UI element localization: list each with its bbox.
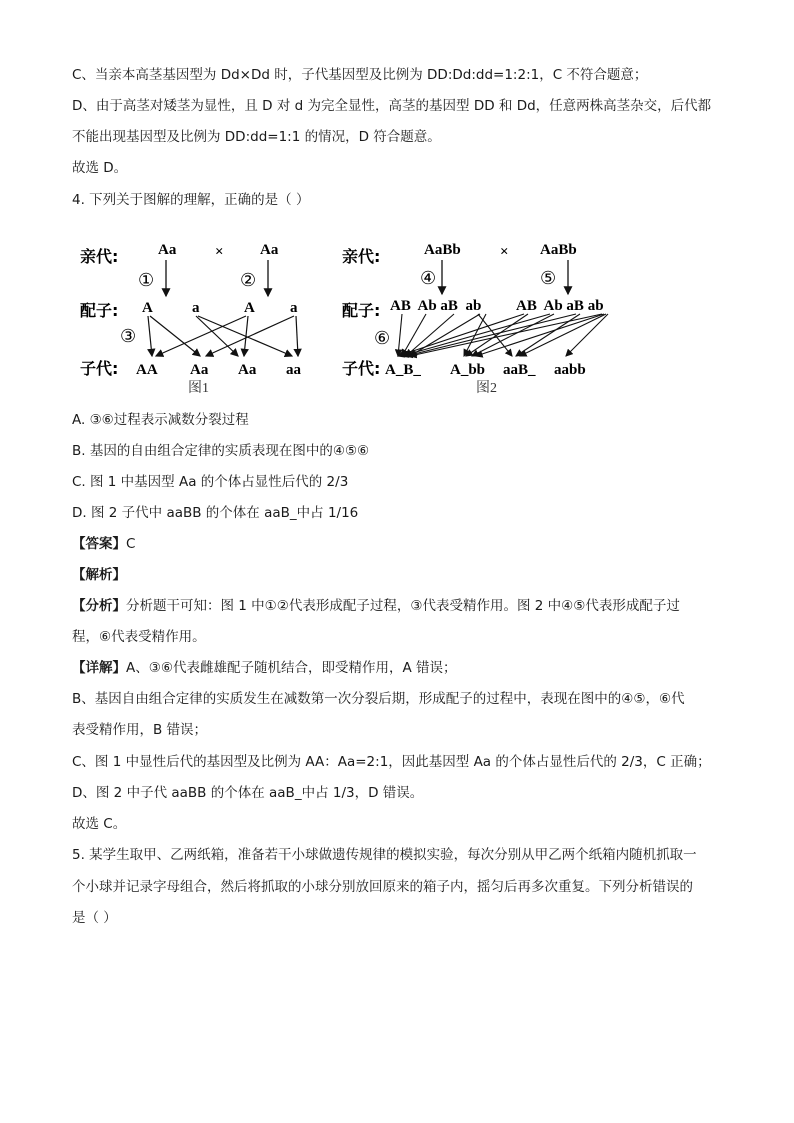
- text-line: D、由于高茎对矮茎为显性，且 D 对 d 为完全显性，高茎的基因型 DD 和 Dd，任意两株高茎杂交，后代都: [72, 98, 712, 114]
- option-d: D. 图 2 子代中 aaBB 的个体在 aaB_中占 1/16: [72, 505, 359, 521]
- step-2-label: ②: [240, 270, 257, 291]
- offspring-phenotype: A_B_: [385, 362, 421, 378]
- parent-genotype-left: AaBb: [424, 242, 461, 258]
- gametes-left: AB Ab aB ab: [390, 298, 482, 314]
- figure-2-caption: 图2: [476, 381, 497, 396]
- step-5-label: ⑤: [540, 268, 557, 289]
- question-5-line-1: 5. 某学生取甲、乙两纸箱，准备若干小球做遗传规律的模拟实验，每次分别从甲乙两个纸箱内随机抓取一: [72, 847, 697, 863]
- step-4-label: ④: [420, 268, 437, 289]
- gamete: a: [290, 300, 298, 316]
- parent-genotype-right: Aa: [260, 242, 279, 258]
- gametes-right: AB Ab aB ab: [516, 298, 604, 314]
- fertilization-arrows: [398, 314, 608, 356]
- question-4-stem: 4. 下列关于图解的理解，正确的是（ ）: [72, 192, 310, 208]
- xiangjie-line-6: 故选 C。: [72, 816, 127, 832]
- gamete-label: 配子:: [342, 301, 381, 320]
- xiangjie-line-3: 表受精作用，B 错误；: [72, 722, 208, 738]
- gamete: A: [142, 300, 153, 316]
- step-1-label: ①: [138, 270, 155, 291]
- answer-tag: 【答案】: [72, 536, 126, 552]
- answer-value: C: [126, 536, 136, 552]
- parent-label: 亲代:: [342, 247, 381, 266]
- text-line: 不能出现基因型及比例为 DD:dd=1:1 的情况，D 符合题意。: [72, 129, 441, 145]
- xiangjie-line-2: B、基因自由组合定律的实质发生在减数第一次分裂后期，形成配子的过程中，表现在图中的④⑤，⑥代: [72, 691, 685, 707]
- cross-symbol: ×: [500, 244, 509, 260]
- xiangjie-line-4: C、图 1 中显性后代的基因型及比例为 AA：Aa=2:1，因此基因型 Aa 的个体占显性后代的 2/3，C 正确；: [72, 754, 711, 770]
- gamete-label: 配子:: [80, 301, 119, 320]
- text-line: 故选 D。: [72, 160, 128, 176]
- genetics-figure: [80, 232, 640, 400]
- offspring-genotype: Aa: [238, 362, 257, 378]
- xiangjie-line: [72, 659, 456, 677]
- text-line: C、当亲本高茎基因型为 Dd×Dd 时，子代基因型及比例为 DD:Dd:dd=1:2:1，C 不符合题意；: [72, 67, 648, 83]
- offspring-genotype: Aa: [190, 362, 209, 378]
- fenxi-text: 分析题干可知：图 1 中①②代表形成配子过程，③代表受精作用。图 2 中④⑤代表形成配子过: [126, 598, 680, 614]
- option-a: A. ③⑥过程表示减数分裂过程: [72, 412, 249, 428]
- parent-label: 亲代:: [80, 247, 119, 266]
- parent-genotype-right: AaBb: [540, 242, 577, 258]
- offspring-genotype: aa: [286, 362, 301, 378]
- answer-line: [72, 535, 135, 553]
- offspring-label: 子代:: [342, 359, 381, 378]
- gamete: a: [192, 300, 200, 316]
- offspring-genotype: AA: [136, 362, 158, 378]
- figure-2: [342, 242, 608, 396]
- offspring-label: 子代:: [80, 359, 119, 378]
- xiangjie-tag: 【详解】: [72, 660, 126, 676]
- fenxi-line-2: 程，⑥代表受精作用。: [72, 629, 206, 645]
- offspring-phenotype: aaB_: [503, 362, 536, 378]
- gamete: A: [244, 300, 255, 316]
- question-5-line-2: 个小球并记录字母组合，然后将抓取的小球分别放回原来的箱子内，摇匀后再多次重复。下列分析错误的: [72, 879, 693, 895]
- xiangjie-text: A、③⑥代表雌雄配子随机结合，即受精作用，A 错误；: [126, 660, 457, 676]
- analysis-heading: 【解析】: [72, 567, 126, 583]
- figure-1: [80, 242, 302, 396]
- offspring-phenotype: A_bb: [450, 362, 486, 378]
- xiangjie-line-5: D、图 2 中子代 aaBB 的个体在 aaB_中占 1/3，D 错误。: [72, 785, 424, 801]
- fertilization-arrows: [148, 316, 298, 356]
- cross-symbol: ×: [215, 244, 224, 260]
- option-b: B. 基因的自由组合定律的实质表现在图中的④⑤⑥: [72, 443, 370, 459]
- fenxi-line: [72, 597, 680, 615]
- fenxi-tag: 【分析】: [72, 598, 126, 614]
- parent-genotype-left: Aa: [158, 242, 177, 258]
- step-6-label: ⑥: [374, 328, 391, 349]
- figure-1-caption: 图1: [188, 381, 209, 396]
- option-c: C. 图 1 中基因型 Aa 的个体占显性后代的 2/3: [72, 474, 349, 490]
- step-3-label: ③: [120, 326, 137, 347]
- offspring-phenotype: aabb: [554, 362, 586, 378]
- question-5-line-3: 是（ ）: [72, 910, 117, 926]
